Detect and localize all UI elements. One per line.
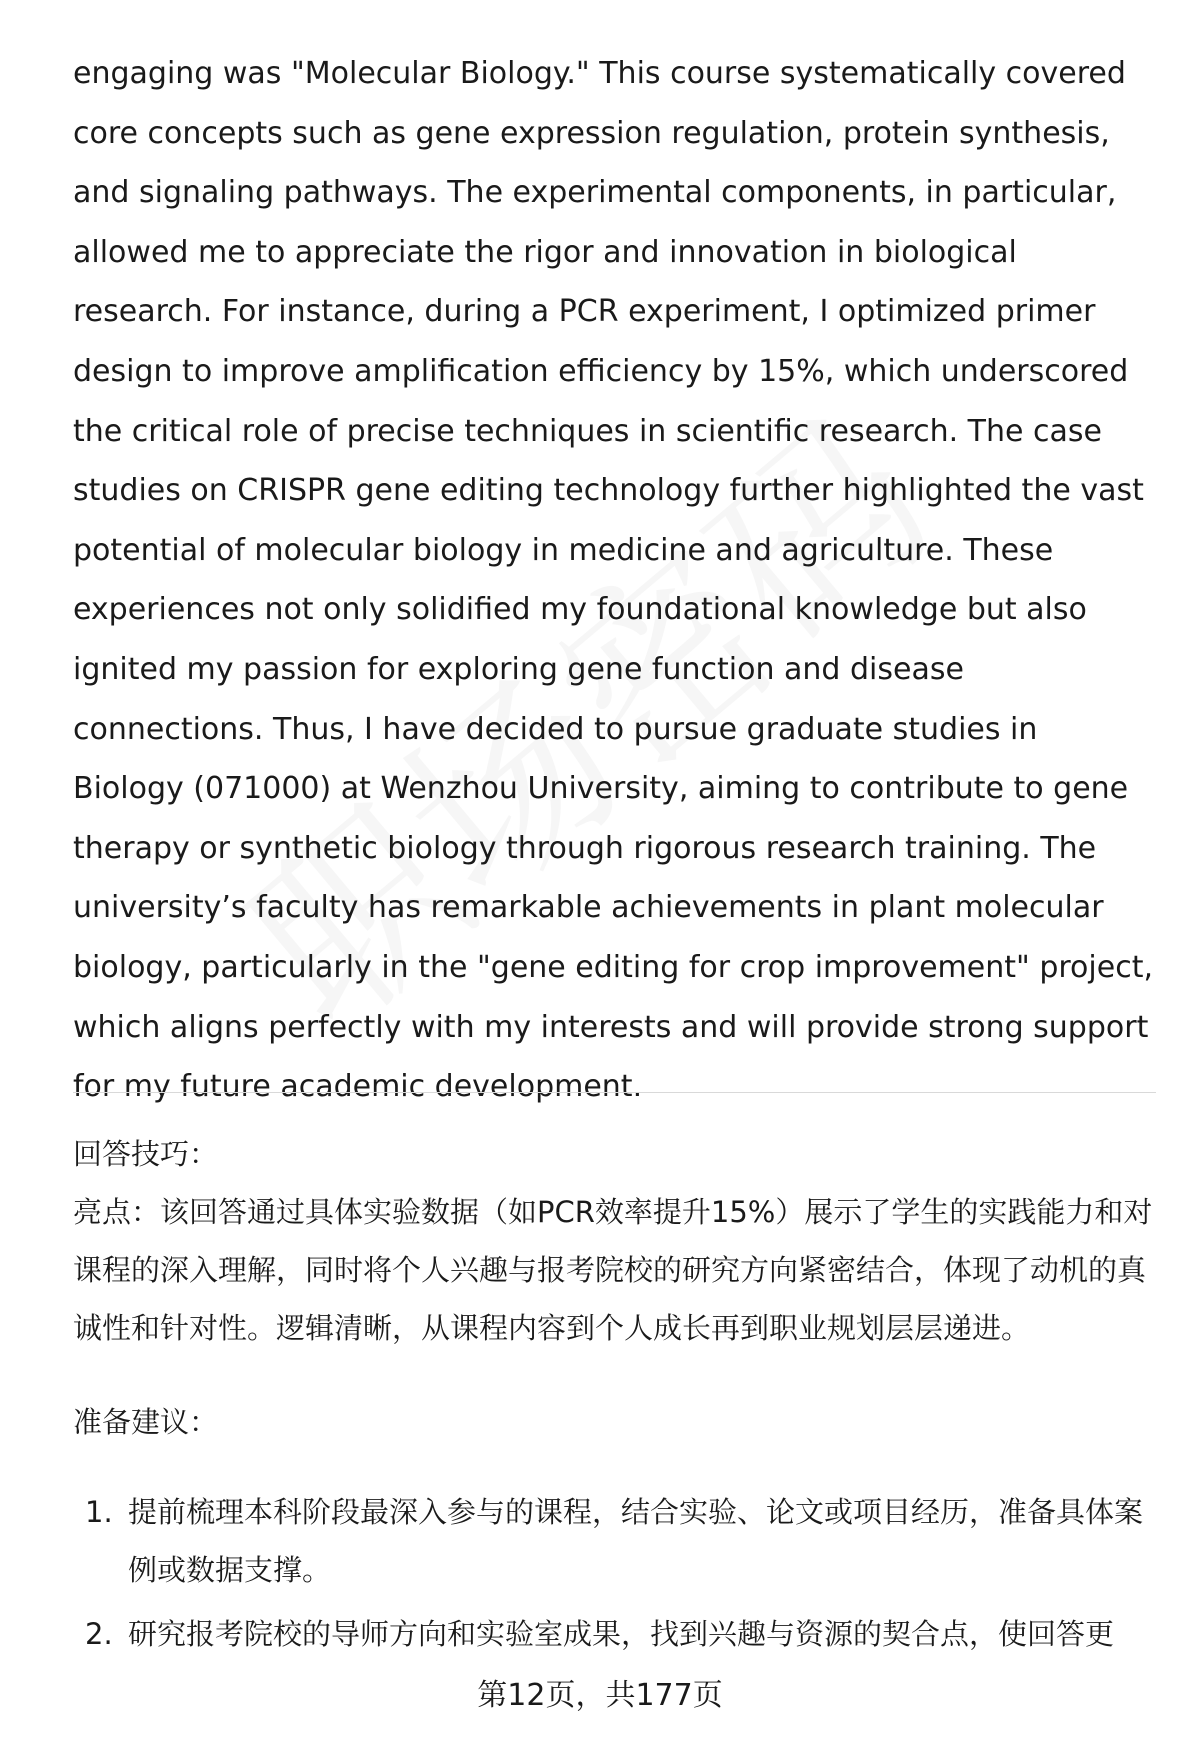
list-item-text: 研究报考院校的导师方向和实验室成果，找到兴趣与资源的契合点，使回答更: [128, 1617, 1115, 1651]
answer-section: [73, 44, 1153, 1117]
tips-section: [73, 1125, 1156, 1357]
page-number: 第12页，共177页: [477, 1678, 723, 1713]
preparation-list: [73, 1483, 1156, 1669]
tips-heading: 回答技巧：: [73, 1137, 219, 1171]
answer-paragraph: engaging was "Molecular Biology." This course systematically covered core concepts such as gene expression regulation, protein synthesis, and signaling pathways. The experimental components, in particular, allowed me to appreciate the rigor and innovation in biological research. For instance, during a PCR experiment, I optimized primer design to improve amplification efficiency by 15%, which underscored the critical role of precise techniques in scientific research. The case studies on CRISPR gene editing technology further highlighted the vast potential of molecular biology in medicine and agriculture. These experiences not only solidified my foundational knowledge but also ignited my passion for exploring gene function and disease connections. Thus, I have decided to pursue graduate studies in Biology (071000) at Wenzhou University, aiming to contribute to gene therapy or synthetic biology through rigorous research training. The university’s faculty has remarkable achievements in plant molecular biology, particularly in the "gene editing for crop improvement" project, which aligns perfectly with my interests and will provide strong support for my future academic development.: [73, 56, 1153, 1105]
tips-highlight: 亮点：该回答通过具体实验数据（如PCR效率提升15%）展示了学生的实践能力和对课程的深入理解，同时将个人兴趣与报考院校的研究方向紧密结合，体现了动机的真诚性和针对性。逻辑清晰，从课程内容到个人成长再到职业规划层层递进。: [73, 1195, 1153, 1345]
section-divider: [73, 1092, 1156, 1093]
list-item-number: 2.: [85, 1617, 113, 1651]
list-item-text: 提前梳理本科阶段最深入参与的课程，结合实验、论文或项目经历，准备具体案例或数据支撑。: [128, 1495, 1144, 1587]
list-item: [73, 1483, 1156, 1599]
list-item: [73, 1605, 1156, 1663]
list-item-number: 1.: [85, 1495, 113, 1529]
preparation-heading: 准备建议：: [73, 1405, 219, 1439]
